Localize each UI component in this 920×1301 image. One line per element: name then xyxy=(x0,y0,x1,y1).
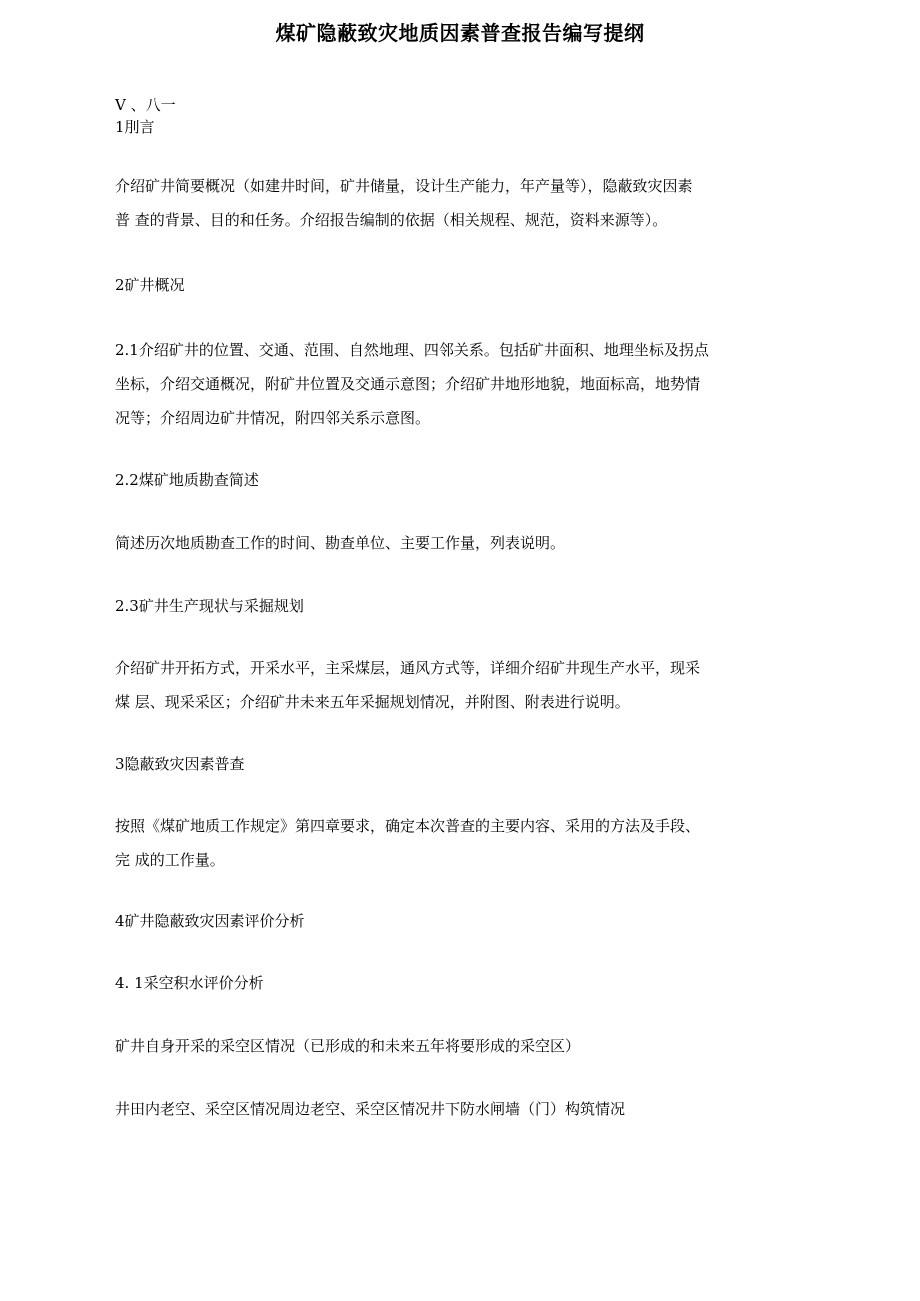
document-title: 煤矿隐蔽致灾地质因素普查报告编写提纲 xyxy=(275,21,645,45)
paragraph xyxy=(115,651,815,719)
paragraph-line: 坐标，介绍交通概况，附矿井位置及交通示意图；介绍矿井地形地貌，地面标高，地势情 xyxy=(115,375,701,393)
paragraph-line: 矿井自身开采的采空区情况（已形成的和未来五年将要形成的采空区） xyxy=(115,1037,581,1055)
paragraph-line: 煤 层、现采采区；介绍矿井未来五年采掘规划情况，并附图、附表进行说明。 xyxy=(115,693,630,711)
heading-block xyxy=(115,747,815,781)
paragraph xyxy=(115,526,815,560)
heading-block xyxy=(115,268,815,302)
heading-block xyxy=(115,966,815,1000)
paragraph-line: 普 查的背景、目的和任务。介绍报告编制的依据（相关规程、规范，资料来源等）。 xyxy=(115,211,668,229)
heading-block xyxy=(115,463,815,497)
preface-block xyxy=(115,94,815,138)
heading-block xyxy=(115,904,815,938)
paragraph-line: 按照《煤矿地质工作规定》第四章要求，确定本次普查的主要内容、采用的方法及手段、 xyxy=(115,817,701,835)
section-heading: 2.2煤矿地质勘查简述 xyxy=(115,471,259,489)
paragraph xyxy=(115,1029,815,1063)
paragraph xyxy=(115,169,815,237)
section-heading: 3隐蔽致灾因素普查 xyxy=(115,755,245,773)
section-heading: 2.3矿井生产现状与采掘规划 xyxy=(115,597,304,615)
heading-block xyxy=(115,589,815,623)
paragraph-line: 2.1介绍矿井的位置、交通、范围、自然地理、四邻关系。包括矿井面积、地理坐标及拐点 xyxy=(115,341,709,359)
paragraph xyxy=(115,1092,815,1126)
section-heading: 1刖言 xyxy=(115,118,155,136)
section-heading: 4. 1采空积水评价分析 xyxy=(115,974,264,992)
preface-mark: V 、八一 xyxy=(115,96,176,114)
paragraph-line: 简述历次地质勘查工作的时间、勘查单位、主要工作量，列表说明。 xyxy=(115,534,566,552)
paragraph xyxy=(115,333,815,435)
section-heading: 4矿井隐蔽致灾因素评价分析 xyxy=(115,912,305,930)
paragraph-line: 完 成的工作量。 xyxy=(115,851,225,869)
paragraph-line: 井田内老空、采空区情况周边老空、采空区情况井下防水闸墙（门）构筑情况 xyxy=(115,1100,626,1118)
paragraph-line: 介绍矿井开拓方式，开采水平，主采煤层，通风方式等，详细介绍矿井现生产水平，现采 xyxy=(115,659,701,677)
section-heading: 2矿井概况 xyxy=(115,276,185,294)
paragraph-line: 介绍矿井简要概况（如建井时间，矿井储量，设计生产能力，年产量等），隐蔽致灾因素 xyxy=(115,177,693,195)
paragraph xyxy=(115,809,815,877)
paragraph-line: 况等；介绍周边矿井情况，附四邻关系示意图。 xyxy=(115,409,431,427)
